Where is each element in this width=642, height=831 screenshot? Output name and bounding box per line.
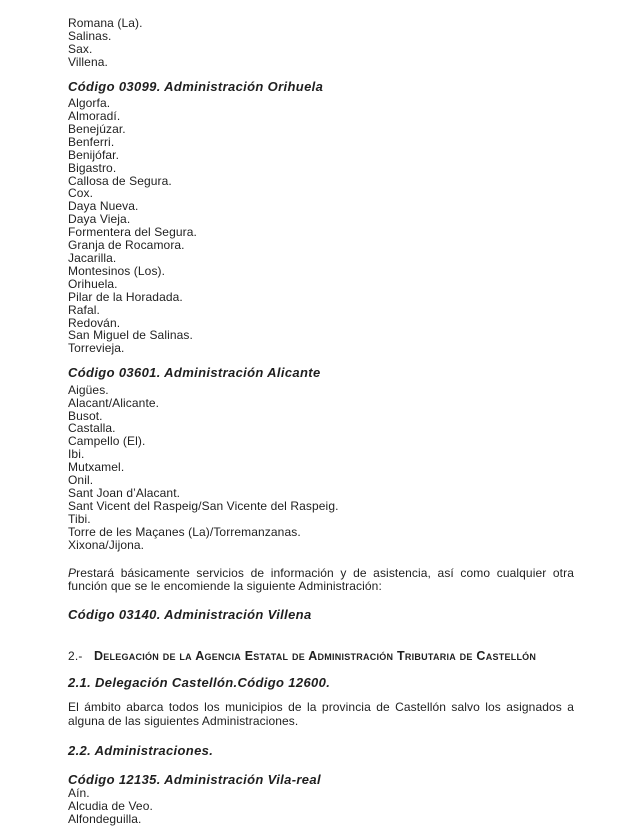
municipality-item: Cox. (68, 186, 94, 201)
municipality-item: Torre de les Maçanes (La)/Torremanzanas. (68, 524, 301, 539)
municipality-item: Almoradí. (68, 109, 121, 124)
municipality-item: Busot. (68, 408, 103, 423)
municipality-item: Castalla. (68, 421, 116, 436)
paragraph-line: función que se le encomiende la siguiente Administración: (68, 578, 382, 593)
paragraph-line-text: restará básicamente servicios de información y de asistencia, así como cualquier otra (76, 565, 574, 580)
municipality-item: Montesinos (Los). (68, 263, 166, 278)
municipality-item: Aín. (68, 786, 90, 801)
municipality-item: Alcudia de Veo. (68, 799, 153, 814)
municipality-item: Romana (La). (68, 16, 143, 30)
paragraph-line (68, 567, 574, 580)
heading-2-2-administraciones: 2.2. Administraciones. (68, 743, 214, 759)
municipality-item: Ibi. (68, 447, 85, 462)
section-heading-vila-real: Código 12135. Administración Vila-real (68, 771, 321, 787)
section-heading-orihuela: Código 03099. Administración Orihuela (68, 78, 324, 94)
municipality-item: Benijófar. (68, 147, 120, 162)
municipality-item: Alacant/Alicante. (68, 395, 160, 410)
municipality-item: Daya Vieja. (68, 212, 131, 227)
delegation-title: Delegación de la Agencia Estatal de Administración Tributaria de Castellón (93, 648, 537, 663)
municipality-item: Jacarilla. (68, 251, 117, 265)
paragraph-lead-letter: P (68, 565, 77, 580)
municipality-item: Sant Vicent del Raspeig/San Vicente del Raspeig. (68, 498, 339, 513)
heading-2-1-delegacion-castellon: 2.1. Delegación Castellón.Código 12600. (68, 674, 331, 690)
delegation-number: 2.- (68, 648, 83, 663)
paragraph-line: alguna de las siguientes Administraciones. (68, 713, 299, 728)
municipality-item: Onil. (68, 473, 94, 488)
municipality-item: Tibi. (68, 511, 91, 526)
municipality-item: Campello (El). (68, 434, 146, 449)
municipality-item: Alfondeguilla. (68, 811, 142, 826)
municipality-item: Bigastro. (68, 160, 117, 175)
municipality-item: Villena. (68, 54, 108, 69)
municipality-item: Redován. (68, 315, 121, 330)
municipality-item: Callosa de Segura. (68, 173, 172, 188)
municipality-item: Benejúzar. (68, 121, 126, 136)
municipality-list-orihuela (68, 97, 574, 355)
municipality-item: Xixona/Jijona. (68, 537, 145, 552)
municipality-item: Benferri. (68, 134, 115, 149)
municipality-item: Granja de Rocamora. (68, 238, 185, 253)
municipality-item: Rafal. (68, 302, 100, 317)
municipality-list-intro (68, 17, 574, 69)
municipality-item: Algorfa. (68, 96, 111, 111)
municipality-item: Sax. (68, 41, 93, 56)
municipality-list-alicante (68, 384, 574, 552)
municipality-item: Formentera del Segura. (68, 225, 197, 240)
municipality-item: Pilar de la Horadada. (68, 289, 183, 304)
municipality-item: Torrevieja. (68, 341, 125, 356)
municipality-item: Orihuela. (68, 276, 118, 291)
municipality-item: Salinas. (68, 28, 112, 43)
municipality-item: San Miguel de Salinas. (68, 328, 193, 343)
municipality-list-vila-real (68, 787, 574, 826)
section-heading-alicante: Código 03601. Administración Alicante (68, 365, 321, 381)
municipality-item: Daya Nueva. (68, 199, 139, 214)
paragraph-line: El ámbito abarca todos los municipios de la provincia de Castellón salvo los asignados a (68, 700, 574, 715)
municipality-item: Aigües. (68, 382, 109, 397)
delegation-castellon-line (68, 649, 574, 663)
section-heading-villena: Código 03140. Administración Villena (68, 607, 312, 623)
municipality-item: Mutxamel. (68, 460, 125, 475)
scope-paragraph (68, 701, 574, 728)
services-paragraph (68, 567, 574, 594)
municipality-item: Sant Joan d’Alacant. (68, 486, 181, 500)
